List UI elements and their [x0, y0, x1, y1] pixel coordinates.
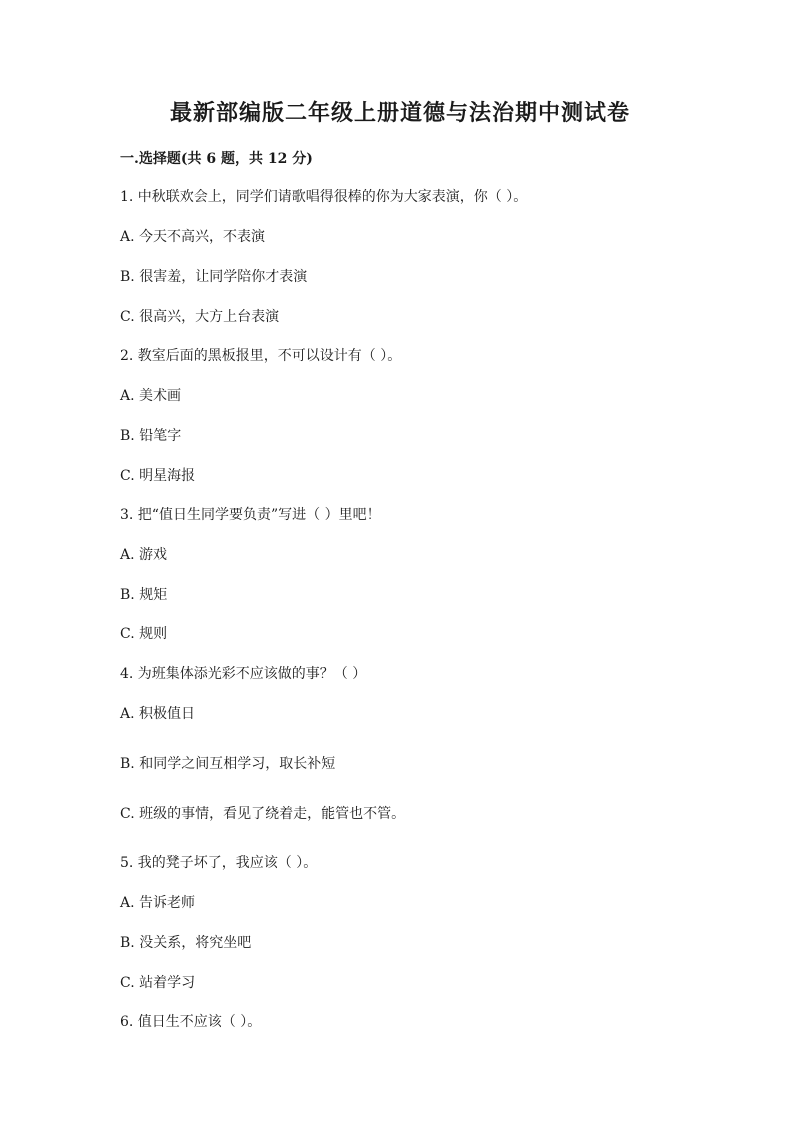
question-4-option-a: A. 积极值日: [120, 706, 196, 722]
question-5-stem: 5. 我的凳子坏了，我应该（ ）。: [120, 855, 318, 871]
page-title: 最新部编版二年级上册道德与法治期中测试卷: [169, 100, 630, 126]
question-5-option-a: A. 告诉老师: [120, 895, 196, 911]
question-4-option-c: C. 班级的事情，看见了绕着走，能管也不管。: [120, 806, 406, 822]
question-3-option-b: B. 规矩: [120, 587, 168, 603]
question-1-stem: 1. 中秋联欢会上，同学们请歌唱得很棒的你为大家表演，你（ ）。: [120, 189, 528, 205]
question-1-option-c: C. 很高兴，大方上台表演: [120, 309, 280, 325]
question-2-option-a: A. 美术画: [120, 388, 182, 404]
question-2-option-b: B. 铅笔字: [120, 428, 182, 444]
question-3-option-a: A. 游戏: [120, 547, 168, 563]
question-1-option-b: B. 很害羞，让同学陪你才表演: [120, 269, 308, 285]
question-2-stem: 2. 教室后面的黑板报里，不可以设计有（ ）。: [120, 348, 402, 364]
question-4-stem: 4. 为班集体添光彩不应该做的事？（ ）: [120, 666, 367, 682]
question-5-option-c: C. 站着学习: [120, 975, 196, 991]
question-5-option-b: B. 没关系，将究坐吧: [120, 935, 252, 951]
question-1-option-a: A. 今天不高兴，不表演: [120, 229, 266, 245]
question-3-option-c: C. 规则: [120, 626, 168, 642]
section-heading: 一.选择题(共 6 题，共 12 分): [120, 151, 313, 167]
question-3-stem: 3. 把“值日生同学要负责”写进（ ）里吧！: [120, 507, 381, 523]
question-2-option-c: C. 明星海报: [120, 468, 196, 484]
question-4-option-b: B. 和同学之间互相学习，取长补短: [120, 756, 336, 772]
question-6-stem: 6. 值日生不应该（ ）。: [120, 1014, 262, 1030]
